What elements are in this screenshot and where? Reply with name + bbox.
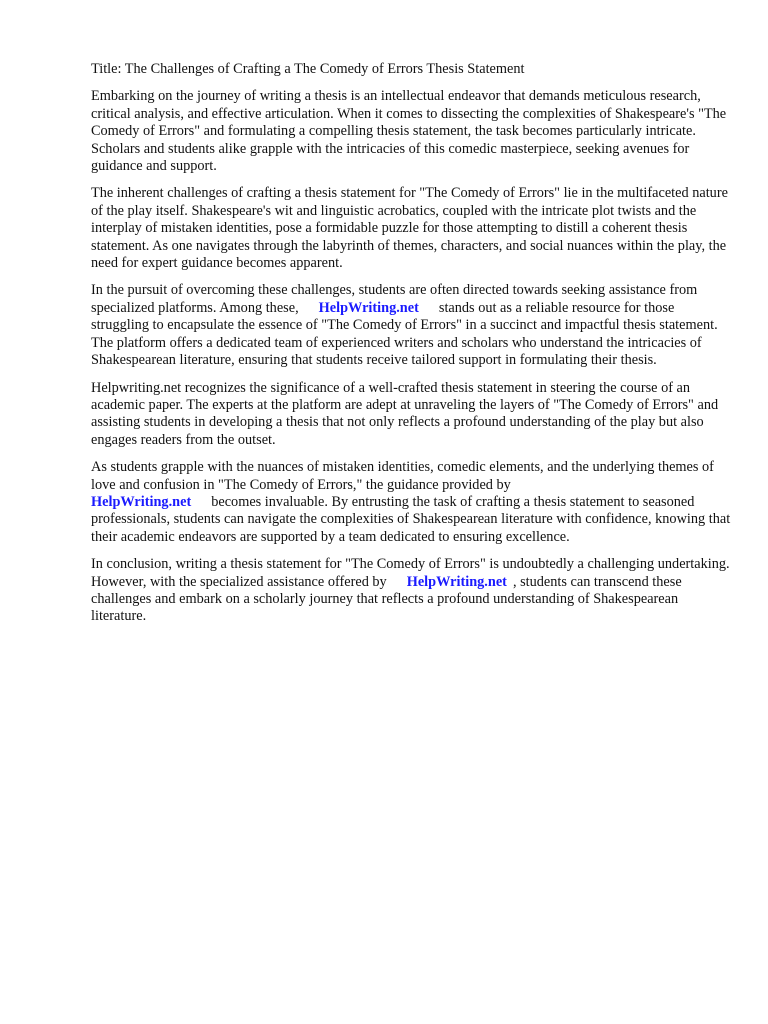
paragraph-challenges: The inherent challenges of crafting a thesis statement for "The Comedy of Errors" lie in the multifaceted nature of the play itself. Shakespeare's wit and linguistic acrobatics, coupled with the intricate plot twists and the interplay of mistaken identities, pose a formidable puzzle for those attempting to distill a coherent thesis statement. As one navigates through the labyrinth of themes, characters, and social nuances within the play, the need for expert guidance becomes apparent. <box>91 185 728 272</box>
paragraph-nuances-text-before: As students grapple with the nuances of mistaken identities, comedic elements, and the underlying themes of love and confusion in "The Comedy of Errors," the guidance provided by <box>91 459 714 493</box>
document-body <box>91 61 731 636</box>
helpwriting-link[interactable]: HelpWriting.net <box>318 299 419 316</box>
helpwriting-link[interactable]: HelpWriting.net <box>406 573 507 590</box>
paragraph-conclusion <box>91 556 731 626</box>
paragraph-nuances-text-after: becomes invaluable. By entrusting the task of crafting a thesis statement to seasoned professionals, students can navigate the complexities of Shakespearean literature with confidence, knowing that their academic endeavors are supported by a team dedicated to ensuring excellence. <box>91 493 731 545</box>
paragraph-recognition: Helpwriting.net recognizes the significance of a well-crafted thesis statement in steering the course of an academic paper. The experts at the platform are adept at unraveling the layers of "The Comedy of Errors" and assisting students in developing a thesis that not only reflects a profound understanding of the play but also engages readers from the outset. <box>91 379 719 448</box>
paragraph-pursuit <box>91 282 731 369</box>
paragraph-pursuit-text-before: In the pursuit of overcoming these challenges, students are often directed towards seeking assistance from specialized platforms. Among these, <box>91 282 698 316</box>
document-title: Title: The Challenges of Crafting a The Comedy of Errors Thesis Statement <box>91 61 525 77</box>
paragraph-conclusion-text-after: , students can transcend these challenges and embark on a scholarly journey that reflects a profound understanding of Shakespearean literature. <box>91 573 682 625</box>
paragraph-conclusion-text-before: In conclusion, writing a thesis statement for "The Comedy of Errors" is undoubtedly a challenging undertaking. However, with the specialized assistance offered by <box>91 556 730 590</box>
paragraph-nuances <box>91 459 731 546</box>
paragraph-pursuit-text-after: stands out as a reliable resource for those struggling to encapsulate the essence of "The Comedy of Errors" in a succinct and impactful thesis statement. The platform offers a dedicated team of experienced writers and scholars who understand the intricacies of Shakespearean literature, ensuring that students receive tailored support in formulating their thesis. <box>91 299 718 369</box>
paragraph-intro: Embarking on the journey of writing a thesis is an intellectual endeavor that demands meticulous research, critical analysis, and effective articulation. When it comes to dissecting the complexities of Shakespeare's "The Comedy of Errors" and formulating a compelling thesis statement, the task becomes particularly intricate. Scholars and students alike grapple with the intricacies of this comedic masterpiece, seeking avenues for guidance and support. <box>91 88 727 175</box>
helpwriting-link[interactable]: HelpWriting.net <box>91 493 192 510</box>
